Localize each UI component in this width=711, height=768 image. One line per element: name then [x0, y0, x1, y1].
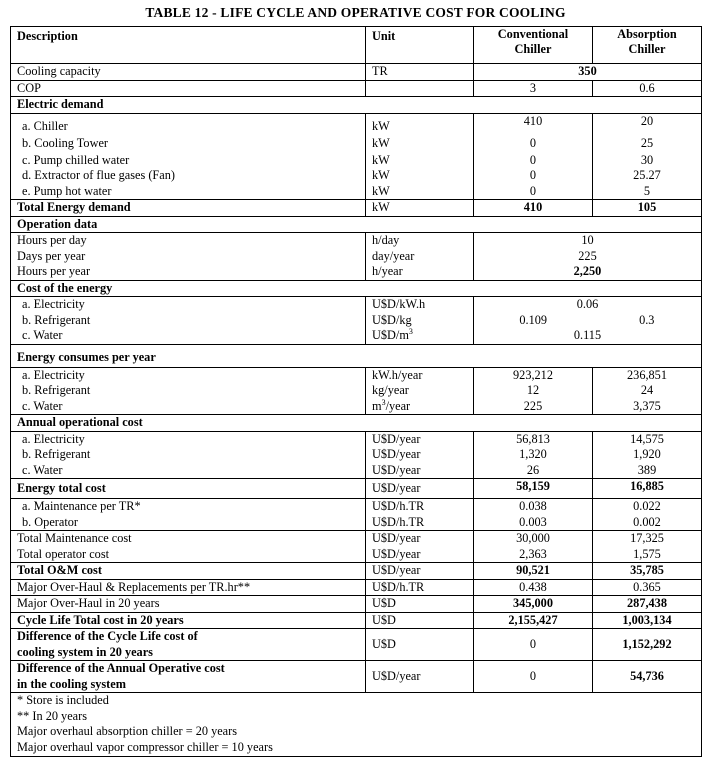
row-unit: kW — [366, 184, 474, 200]
row-label: c. Water — [11, 399, 366, 415]
table-row — [11, 64, 702, 81]
row-conventional: 1,320 — [474, 447, 593, 463]
cost-table — [10, 26, 702, 757]
row-unit: U$D — [366, 596, 474, 613]
row-unit: U$D/year — [366, 531, 474, 547]
row-unit: U$D/kW.h — [366, 297, 474, 313]
row-label: a. Electricity — [11, 367, 366, 383]
table-row — [11, 431, 702, 447]
row-conventional: 26 — [474, 463, 593, 479]
row-absorption: 24 — [593, 383, 702, 399]
table-title: TABLE 12 - LIFE CYCLE AND OPERATIVE COST FOR COOLING — [145, 5, 566, 20]
section-heading: Energy consumes per year — [11, 344, 702, 367]
row-label: c. Pump chilled water — [11, 153, 366, 169]
row-value: 0.06 — [474, 297, 702, 313]
row-conventional: 410 — [474, 113, 593, 136]
note-item: ** In 20 years — [17, 708, 88, 723]
row-absorption: 30 — [593, 153, 702, 169]
row-absorption: 25 — [593, 136, 702, 153]
table-row — [11, 200, 702, 217]
section-heading: Operation data — [11, 216, 702, 233]
row-unit: U$D/h.TR — [366, 515, 474, 531]
table-row — [11, 547, 702, 563]
row-absorption: 17,325 — [593, 531, 702, 547]
row-conventional: 56,813 — [474, 431, 593, 447]
row-absorption: 0.365 — [593, 579, 702, 596]
row-absorption: 236,851 — [593, 367, 702, 383]
table-row — [11, 499, 702, 515]
row-label: d. Extractor of flue gases (Fan) — [11, 168, 366, 184]
row-label: a. Chiller — [11, 113, 366, 136]
row-label: b. Refrigerant — [11, 447, 366, 463]
row-unit: kW — [366, 153, 474, 169]
row-conventional: 0.438 — [474, 579, 593, 596]
row-unit: U$D — [366, 612, 474, 629]
table-row — [11, 447, 702, 463]
table-row — [11, 153, 702, 169]
row-conventional: 12 — [474, 383, 593, 399]
row-label: Hours per year — [11, 264, 366, 280]
row-absorption: 0.6 — [593, 80, 702, 97]
row-unit: U$D/year — [366, 447, 474, 463]
table-row — [11, 249, 702, 265]
row-label: Major Over-Haul & Replacements per TR.hr** — [11, 579, 366, 596]
row-value: 10 — [474, 233, 702, 249]
row-unit — [366, 80, 474, 97]
row-absorption: 35,785 — [593, 563, 702, 580]
row-conventional: 0 — [474, 153, 593, 169]
table-row — [11, 596, 702, 613]
section-heading: Electric demand — [11, 97, 702, 114]
table-row — [11, 367, 702, 383]
row-label: Days per year — [11, 249, 366, 265]
section-row — [11, 344, 702, 367]
row-absorption: 14,575 — [593, 431, 702, 447]
row-unit: U$D/kg — [366, 313, 474, 329]
row-conventional: 0 — [474, 184, 593, 200]
row-unit: TR — [366, 64, 474, 81]
row-absorption: 1,920 — [593, 447, 702, 463]
row-label: a. Electricity — [11, 297, 366, 313]
row-absorption: 0.002 — [593, 515, 702, 531]
row-absorption: 20 — [593, 113, 702, 136]
row-conventional: 0.038 — [474, 499, 593, 515]
table-row — [11, 399, 702, 415]
table-header-row — [11, 27, 702, 64]
row-label: Cycle Life Total cost in 20 years — [11, 612, 366, 629]
row-unit: U$D/h.TR — [366, 499, 474, 515]
row-conventional: 0.003 — [474, 515, 593, 531]
section-heading: Cost of the energy — [11, 280, 702, 297]
table-row — [11, 168, 702, 184]
row-conventional: 923,212 — [474, 367, 593, 383]
table-row — [11, 579, 702, 596]
table-row — [11, 661, 702, 693]
row-unit: U$D/year — [366, 463, 474, 479]
row-conventional: 2,155,427 — [474, 612, 593, 629]
row-absorption: 105 — [593, 200, 702, 217]
row-conventional: 0 — [474, 136, 593, 153]
row-unit: kW.h/year — [366, 367, 474, 383]
row-label: Difference of the Annual Operative cost in the cooling system — [11, 661, 366, 693]
row-absorption: 287,438 — [593, 596, 702, 613]
row-conventional: 3 — [474, 80, 593, 97]
table-row — [11, 612, 702, 629]
row-conventional: 2,363 — [474, 547, 593, 563]
section-heading: Annual operational cost — [11, 415, 702, 432]
table-row — [11, 313, 702, 329]
row-absorption: 0.022 — [593, 499, 702, 515]
row-unit: h/year — [366, 264, 474, 280]
row-absorption: 389 — [593, 463, 702, 479]
row-absorption: 16,885 — [593, 479, 702, 499]
table-row — [11, 629, 702, 661]
row-conventional: 30,000 — [474, 531, 593, 547]
table-row — [11, 531, 702, 547]
table-row — [11, 479, 702, 499]
row-unit: kW — [366, 136, 474, 153]
row-unit: U$D/h.TR — [366, 579, 474, 596]
cost-table-container — [10, 26, 702, 757]
row-unit: day/year — [366, 249, 474, 265]
table-row — [11, 80, 702, 97]
row-unit: kg/year — [366, 383, 474, 399]
row-label: a. Maintenance per TR* — [11, 499, 366, 515]
row-unit: h/day — [366, 233, 474, 249]
table-row — [11, 563, 702, 580]
row-conventional: 410 — [474, 200, 593, 217]
row-unit: kW — [366, 200, 474, 217]
row-absorption: 1,575 — [593, 547, 702, 563]
table-row — [11, 515, 702, 531]
row-label: b. Cooling Tower — [11, 136, 366, 153]
table-row — [11, 233, 702, 249]
table-row — [11, 328, 702, 344]
row-absorption: 1,003,134 — [593, 612, 702, 629]
row-conventional: 0 — [474, 629, 593, 661]
row-absorption: 54,736 — [593, 661, 702, 693]
row-label: e. Pump hot water — [11, 184, 366, 200]
row-conventional: 0.109 — [474, 313, 593, 329]
section-row — [11, 97, 702, 114]
table-row — [11, 113, 702, 136]
row-label: Total O&M cost — [11, 563, 366, 580]
row-unit: U$D/year — [366, 547, 474, 563]
row-label: Hours per day — [11, 233, 366, 249]
table-row — [11, 297, 702, 313]
row-label: a. Electricity — [11, 431, 366, 447]
row-label: b. Refrigerant — [11, 383, 366, 399]
table-row — [11, 383, 702, 399]
row-label: Major Over-Haul in 20 years — [11, 596, 366, 613]
section-row — [11, 216, 702, 233]
section-row — [11, 415, 702, 432]
row-label: Difference of the Cycle Life cost of cooling system in 20 years — [11, 629, 366, 661]
row-label: Total Maintenance cost — [11, 531, 366, 547]
row-unit: U$D/year — [366, 563, 474, 580]
row-conventional: 58,159 — [474, 479, 593, 499]
header-description: Description — [11, 27, 366, 64]
row-absorption: 25.27 — [593, 168, 702, 184]
row-unit: U$D/year — [366, 431, 474, 447]
row-unit: U$D/year — [366, 661, 474, 693]
row-absorption: 3,375 — [593, 399, 702, 415]
row-value: 225 — [474, 249, 702, 265]
row-label: b. Refrigerant — [11, 313, 366, 329]
note-item: Major overhaul vapor compressor chiller = 10 years — [17, 739, 273, 754]
row-unit: U$D — [366, 629, 474, 661]
row-label: Cooling capacity — [11, 64, 366, 81]
row-label: Energy total cost — [11, 479, 366, 499]
row-label: Total Energy demand — [11, 200, 366, 217]
row-conventional: 0 — [474, 168, 593, 184]
note-item: * Store is included — [17, 693, 109, 707]
row-label: c. Water — [11, 328, 366, 344]
row-conventional: 225 — [474, 399, 593, 415]
table-notes — [11, 693, 702, 757]
row-unit: U$D/year — [366, 479, 474, 499]
row-absorption: 0.3 — [593, 313, 702, 329]
header-conventional: Conventional Chiller — [474, 27, 593, 64]
table-row — [11, 184, 702, 200]
row-unit: kW — [366, 168, 474, 184]
header-absorption: Absorption Chiller — [593, 27, 702, 64]
note-item: Major overhaul absorption chiller = 20 years — [17, 724, 238, 738]
table-row — [11, 463, 702, 479]
row-value: 2,250 — [474, 264, 702, 280]
row-unit: kW — [366, 113, 474, 136]
row-conventional: 0 — [474, 661, 593, 693]
row-unit: $m^3$/year — [366, 399, 474, 415]
section-row — [11, 280, 702, 297]
notes-row — [11, 693, 702, 757]
table-row — [11, 136, 702, 153]
header-unit: Unit — [366, 27, 474, 64]
row-conventional: 90,521 — [474, 563, 593, 580]
row-absorption: 1,152,292 — [593, 629, 702, 661]
row-label: COP — [11, 80, 366, 97]
row-conventional: 345,000 — [474, 596, 593, 613]
table-row — [11, 264, 702, 280]
row-label: c. Water — [11, 463, 366, 479]
row-label: Total operator cost — [11, 547, 366, 563]
row-value: 350 — [474, 64, 702, 81]
row-absorption: 5 — [593, 184, 702, 200]
row-unit: $U\$D/m^3$ — [366, 328, 474, 344]
row-value: 0.115 — [474, 328, 702, 344]
row-label: b. Operator — [11, 515, 366, 531]
